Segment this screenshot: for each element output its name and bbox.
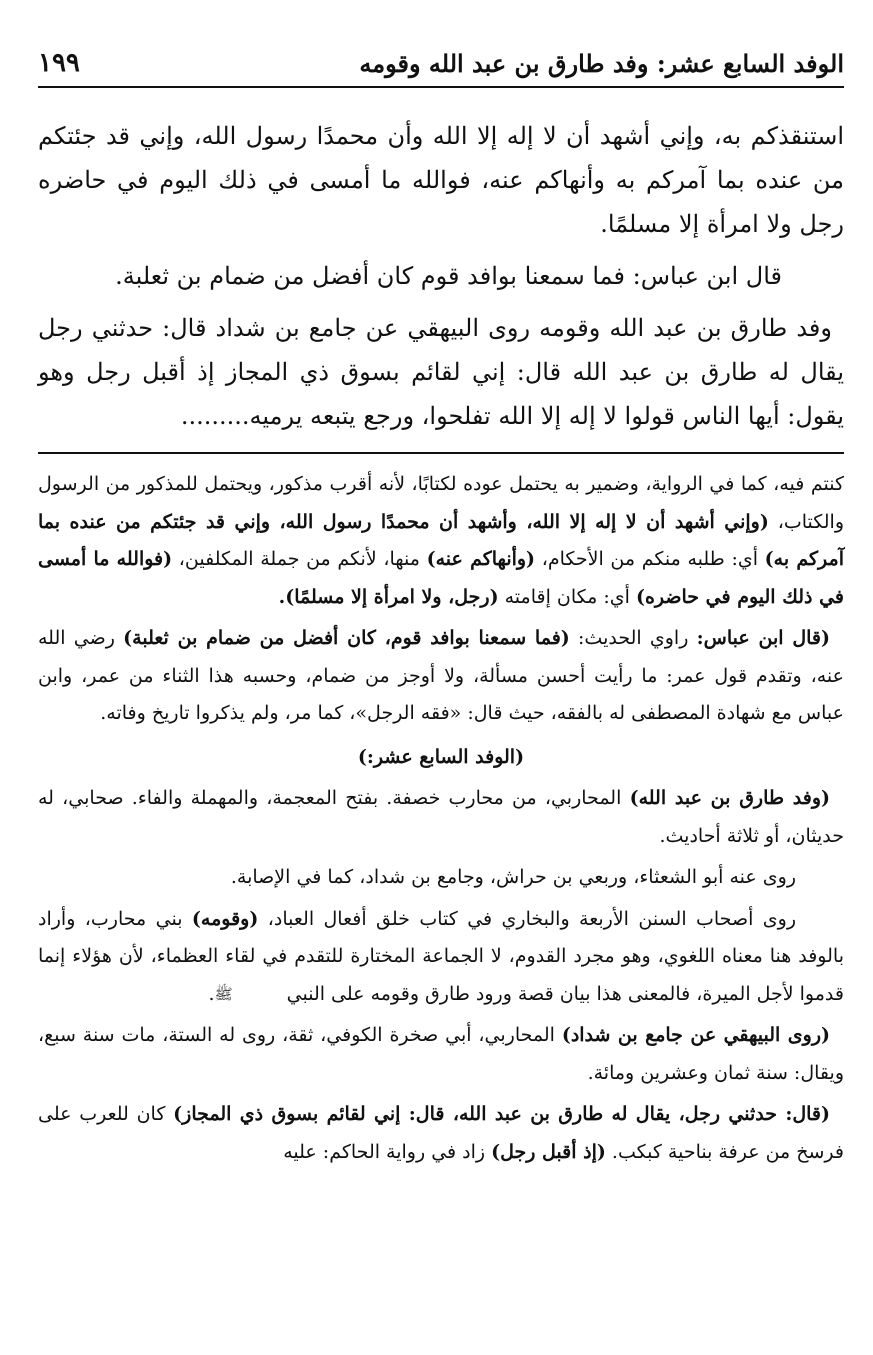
quoted-text: (قال: حدثني رجل، يقال له طارق بن عبد الله، قال: إني لقائم بسوق ذي المجاز)	[173, 1103, 830, 1126]
commentary-span: رضي الله عنه، وتقدم قول عمر: ما رأيت أحسن مسألة، ولا أوجز من ضمام، وحسبه هذا الثناء من عمر، وابن عباس مع شهادة المصطفى له بالفقه، حيث قال: «فقه الرجل»، كما مر، ولم يذكروا تاريخ وفاته.	[38, 627, 844, 724]
commentary-paragraph	[38, 466, 844, 616]
salawat-glyph: ﷺ	[214, 984, 233, 1003]
commentary-span: زاد في رواية الحاكم: عليه	[283, 1140, 492, 1163]
commentary-span: روى أصحاب السنن الأربعة والبخاري في كتاب خلق أفعال العباد،	[258, 907, 796, 930]
commentary-paragraph: روى عنه أبو الشعثاء، وربعي بن حراش، وجامع بن شداد، كما في الإصابة.	[230, 866, 796, 888]
commentary-paragraph	[38, 1017, 844, 1092]
commentary-span: أي: مكان إقامته	[498, 585, 636, 608]
main-paragraph: وفد طارق بن عبد الله وقومه روى البيهقي عن جامع بن شداد قال: حدثني رجل يقال له طارق بن عبد الله قال: إني لقائم بسوق ذي المجاز إذ أقبل رجل وهو يقول: أيها الناس قولوا لا إله إلا الله تفلحوا، ورجع يتبعه يرميه.........	[38, 314, 844, 430]
quoted-text: (رجل، ولا امرأة إلا مسلمًا).	[278, 585, 499, 608]
main-paragraph: استنقذكم به، وإني أشهد أن لا إله إلا الله وأن محمدًا رسول الله، وإني قد جئتكم من عنده بما آمركم به وأنهاكم عنه، فوالله ما أمسى في ذلك اليوم في حاضره رجل ولا امرأة إلا مسلمًا.	[38, 122, 844, 238]
commentary-paragraph	[38, 620, 844, 733]
quoted-text: (وأنهاكم عنه)	[426, 548, 536, 570]
quoted-text: (وفد طارق بن عبد الله)	[629, 787, 831, 809]
commentary-span: المحاربي، أبي صخرة الكوفي، ثقة، روى له الستة، مات سنة سبع، ويقال: سنة ثمان وعشرين ومائة.	[38, 1024, 844, 1084]
separator-rule	[38, 452, 844, 454]
quoted-text: (روى البيهقي عن جامع بن شداد)	[561, 1024, 830, 1047]
running-header	[38, 36, 844, 88]
quoted-text: (وإني أشهد أن لا إله إلا الله، وأشهد أن محمدًا رسول الله، وإني قد جئتكم من عنده بما آمركم به)	[38, 510, 844, 570]
running-title: الوفد السابع عشر: وفد طارق بن عبد الله وقومه	[359, 49, 844, 78]
heading-text: (الوفد السابع عشر:)	[357, 745, 525, 768]
commentary-span: بني محارب، وأراد بالوفد هنا معناه اللغوي، وهو مجرد القدوم، لا الجماعة المختارة للتقدم في لقاء العظماء، لأن هؤلاء إنما قدموا لأجل الميرة، فالمعنى هذا بيان قصة ورود طارق وقومه على النبي	[38, 907, 844, 1005]
quoted-text: (قال ابن عباس:	[696, 627, 830, 649]
commentary-paragraph	[38, 1096, 844, 1171]
commentary-paragraph	[38, 780, 844, 855]
commentary-text	[38, 466, 844, 1171]
main-text	[38, 114, 844, 438]
main-paragraph: قال ابن عباس: فما سمعنا بوافد قوم كان أفضل من ضمام بن ثعلبة.	[115, 262, 782, 290]
quoted-text: (وقومه)	[191, 907, 259, 930]
page-number: ١٩٩	[38, 48, 80, 78]
commentary-span: .	[208, 982, 215, 1005]
quoted-text: (فوالله ما أمسى في ذلك اليوم في حاضره)	[38, 548, 844, 608]
commentary-span: أي: طلبه منكم من الأحكام،	[535, 548, 765, 570]
commentary-span: كان للعرب على فرسخ من عرفة بناحية كبكب.	[38, 1103, 844, 1163]
section-heading	[38, 739, 844, 777]
commentary-span: المحاربي، من محارب خصفة. بفتح المعجمة، والمهملة والفاء. صحابي، له حديثان، أو ثلاثة أحاديث.	[38, 787, 844, 847]
book-page	[38, 36, 844, 1336]
quoted-text: (إذ أقبل رجل)	[491, 1140, 606, 1163]
quoted-text: (فما سمعنا بوافد قوم، كان أفضل من ضمام بن ثعلبة)	[123, 627, 570, 649]
commentary-span: منها، لأنكم من جملة المكلفين،	[172, 548, 427, 570]
commentary-span: راوي الحديث:	[569, 627, 697, 649]
commentary-span: كنتم فيه، كما في الرواية، وضمير به يحتمل عوده لكتابًا، لأنه أقرب مذكور، ويحتمل للمذكور من الرسول والكتاب،	[38, 473, 844, 533]
commentary-paragraph	[38, 901, 844, 1014]
